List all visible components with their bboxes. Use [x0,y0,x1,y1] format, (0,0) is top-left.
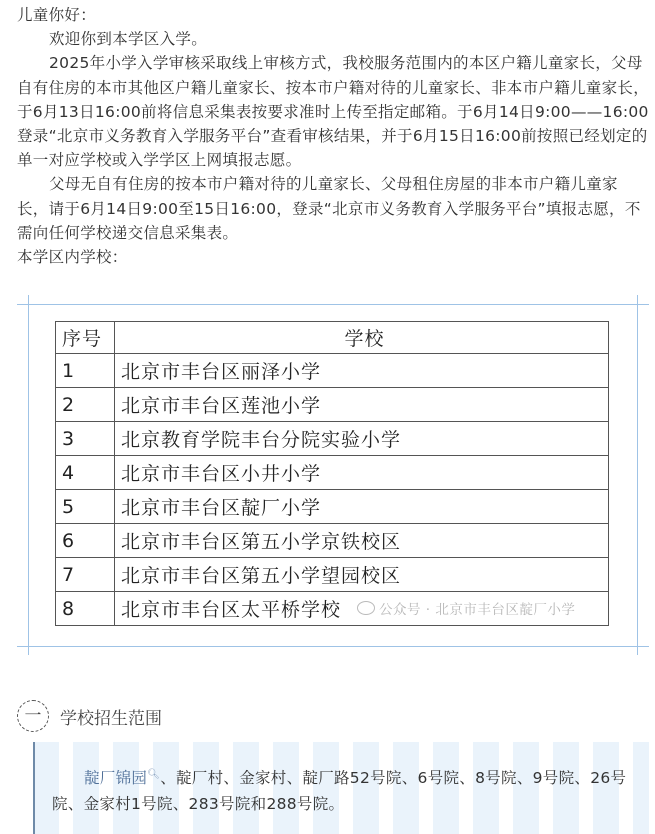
paragraph-online-review: 2025年小学入学审核采取线上审核方式，我校服务范围内的本区户籍儿童家长，父母自有住房的本市其他区户籍儿童家长、按本市户籍对待的儿童家长、非本市户籍儿童家长，于6月13日16:00前将信息采集表按要求准时上传至指定邮箱。于6月14日9:00——16:00登录“北京市义务教育入学服务平台”查看审核结果，并于6月15日16:00前按照已经划定的单一对应学校或入学学区上网填报志愿。 [17,54,650,170]
table-row [56,388,609,422]
watermark [357,598,575,618]
row-number: 3 [56,422,115,456]
schools-table [55,321,609,626]
welcome-text: 欢迎你到本学区入学。 [49,30,208,49]
frame-guide-right [637,295,638,655]
row-number: 8 [56,592,115,626]
row-number: 6 [56,524,115,558]
row-school: 北京市丰台区第五小学望园校区 [115,558,609,592]
row-number: 1 [56,354,115,388]
paragraph-rental-families: 父母无自有住房的按本市户籍对待的儿童家长、父母租住房屋的非本市户籍儿童家长，请于6月14日9:00至15日16:00，登录“北京市义务教育入学服务平台”填报志愿，不需向任何学校递交信息采集表。 [17,175,641,242]
row-school: 北京市丰台区小井小学 [115,456,609,490]
table-row [56,558,609,592]
section-number-badge: 一 [17,700,49,732]
range-link[interactable]: 靛厂锦园 [84,769,148,788]
header-number: 序号 [56,322,115,354]
table-row [56,490,609,524]
row-number: 4 [56,456,115,490]
watermark-text: 公众号 · 北京市丰台区靛厂小学 [379,602,576,618]
search-icon[interactable]: 🔍︎ [147,769,161,780]
frame-guide-bottom [17,646,649,647]
row-number: 7 [56,558,115,592]
header-school: 学校 [115,322,609,354]
row-school: 北京市丰台区丽泽小学 [115,354,609,388]
range-rest: 、靛厂村、金家村、靛厂路52号院、6号院、8号院、9号院、26号院、金家村1号院、283号院和288号院。 [52,769,627,814]
table-row [56,422,609,456]
row-school: 北京教育学院丰台分院实验小学 [115,422,609,456]
section-title: 学校招生范围 [60,709,162,729]
letter-body [17,3,649,269]
row-school: 北京市丰台区第五小学京铁校区 [115,524,609,558]
greeting: 儿童你好： [17,6,97,24]
row-number: 2 [56,388,115,422]
frame-guide-left [28,295,29,655]
table-row [56,456,609,490]
range-panel-accent [33,742,35,834]
table-header-row [56,322,609,354]
row-school: 北京市丰台区莲池小学 [115,388,609,422]
row-school: 北京市丰台区靛厂小学 [115,490,609,524]
frame-guide-top [17,304,649,305]
schools-label: 本学区内学校： [17,248,128,267]
row-school: 北京市丰台区太平桥学校 [115,592,609,626]
table-row [56,524,609,558]
row-number: 5 [56,490,115,524]
wechat-icon [357,601,375,615]
table-row [56,354,609,388]
enrollment-range-text [52,762,642,817]
